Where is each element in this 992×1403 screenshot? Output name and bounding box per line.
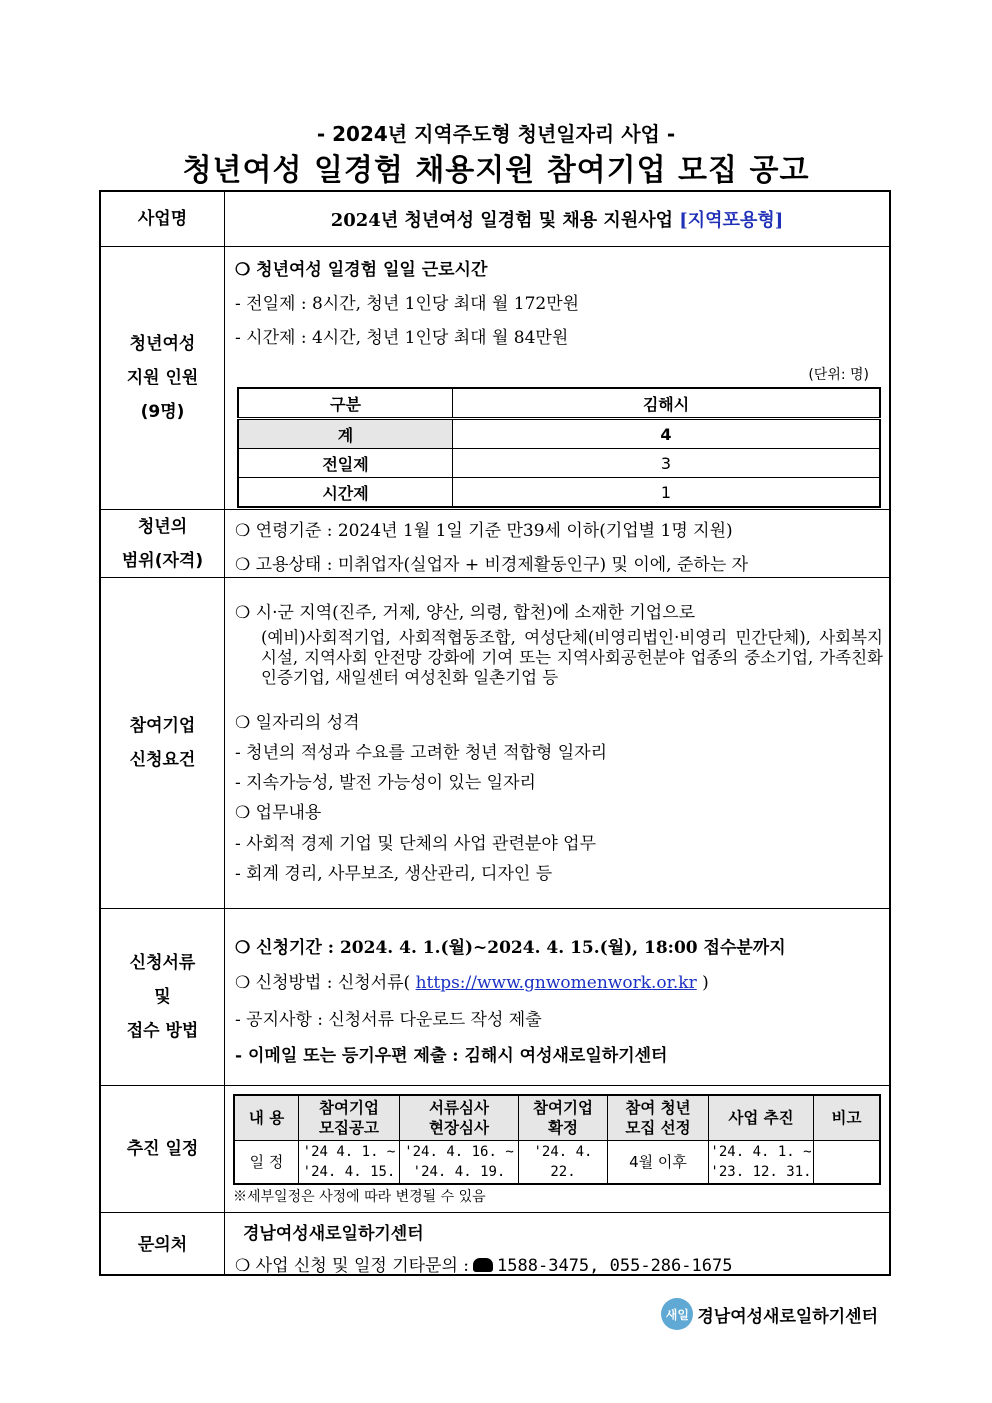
- application-notice: - 공지사항 : 신청서류 다운로드 작성 제출: [235, 1010, 542, 1030]
- contact-phones: 1588-3475, 055-286-1675: [497, 1256, 733, 1276]
- schedule-value: '24. 4. 22.: [519, 1141, 608, 1185]
- application-url-link[interactable]: https://www.gnwomenwork.or.kr: [415, 973, 697, 993]
- schedule-header: 내 용: [234, 1095, 299, 1141]
- schedule-header: 서류심사 현장심사: [400, 1095, 519, 1141]
- eligibility-age: ❍ 연령기준 : 2024년 1월 1일 기준 만39세 이하(기업별 1명 지원): [235, 521, 733, 541]
- notice-table: [99, 190, 891, 1276]
- project-name: 2024년 청년여성 일경험 및 채용 지원사업: [330, 210, 673, 231]
- contact-inquiry: [235, 1251, 732, 1276]
- schedule-row-label: 일 정: [234, 1141, 299, 1185]
- allocation-row-label: 전일제: [238, 449, 453, 478]
- contact-row: [101, 1213, 889, 1276]
- allocation-row-label: 시간제: [238, 478, 453, 508]
- allocation-row-value: 3: [453, 449, 881, 478]
- eligibility-label: [101, 510, 225, 577]
- eligibility-label-line2: 범위(자격): [121, 550, 204, 571]
- requirements-label: [101, 578, 225, 908]
- schedule-header: 사업 추진: [709, 1095, 814, 1141]
- application-method-suffix: ): [702, 973, 709, 993]
- support-parttime: - 시간제 : 4시간, 청년 1인당 최대 월 84만원: [235, 328, 569, 348]
- schedule-row: [101, 1086, 889, 1213]
- application-method-prefix: ❍ 신청방법 : 신청서류(: [235, 973, 411, 993]
- eligibility-row: [101, 510, 889, 578]
- schedule-header: 참여기업 모집공고: [299, 1095, 400, 1141]
- application-label-line3: 접수 방법: [126, 1021, 199, 1041]
- contact-inquiry-label: ❍ 사업 신청 및 일정 기타문의 :: [235, 1256, 470, 1276]
- requirements-region-detail: (예비)사회적기업, 사회적협동조합, 여성단체(비영리법인·비영리 민간단체), 사회복지시설, 지역사회 안전망 강화에 기여 또는 지역사회공헌분야 업종의 중소기업, 가족친화 인증기업, 새일센터 여성친화 일촌기업 등: [261, 628, 883, 687]
- allocation-table: [237, 387, 881, 508]
- document-title: 청년여성 일경험 채용지원 참여기업 모집 공고: [182, 153, 810, 188]
- eligibility-label-line1: 청년의: [137, 516, 188, 537]
- allocation-header-category: 구분: [238, 388, 453, 419]
- schedule-value: 4월 이후: [608, 1141, 709, 1185]
- document-subtitle: - 2024년 지역주도형 청년일자리 사업 -: [316, 122, 676, 146]
- contact-center: 경남여성새로일하기센터: [243, 1224, 424, 1244]
- requirements-nature-2: - 지속가능성, 발전 가능성이 있는 일자리: [235, 773, 536, 793]
- application-label: [101, 909, 225, 1085]
- allocation-header-region: 김해시: [453, 388, 881, 419]
- requirements-label-line1: 참여기업: [129, 716, 196, 736]
- project-tag: [지역포용형]: [679, 210, 784, 231]
- requirements-nature-1: - 청년의 적성과 수요를 고려한 청년 적합형 일자리: [235, 743, 608, 763]
- support-label-line1: 청년여성: [129, 334, 196, 354]
- schedule-value: '24. 4. 16. ~ '24. 4. 19.: [400, 1141, 519, 1185]
- schedule-header: 참여기업 확정: [519, 1095, 608, 1141]
- schedule-value: '24 4. 1. ~ '24. 4. 15.: [299, 1141, 400, 1185]
- support-heading: ❍ 청년여성 일경험 일일 근로시간: [235, 260, 488, 280]
- schedule-value: [814, 1141, 881, 1185]
- support-row: [101, 247, 889, 510]
- eligibility-employment: ❍ 고용상태 : 미취업자(실업자 + 비경제활동인구) 및 이에, 준하는 자: [235, 555, 749, 575]
- application-submit: - 이메일 또는 등기우편 제출 : 김해시 여성새로일하기센터: [235, 1046, 668, 1066]
- requirements-nature: ❍ 일자리의 성격: [235, 713, 360, 733]
- application-period: ❍ 신청기간 : 2024. 4. 1.(월)~2024. 4. 15.(월), 18:00 접수분까지: [235, 938, 786, 958]
- schedule-header: 비고: [814, 1095, 881, 1141]
- schedule-header: 참여 청년 모집 선정: [608, 1095, 709, 1141]
- support-label-line2: 지원 인원: [126, 368, 199, 388]
- requirements-duties-1: - 사회적 경제 기업 및 단체의 사업 관련분야 업무: [235, 834, 596, 854]
- allocation-row-value: 4: [453, 419, 881, 449]
- requirements-duties-2: - 회계 경리, 사무보조, 생산관리, 디자인 등: [235, 864, 553, 884]
- requirements-duties: ❍ 업무내용: [235, 803, 322, 823]
- schedule-table: [233, 1094, 881, 1185]
- project-label: 사업명: [101, 192, 225, 246]
- application-method: [235, 968, 709, 993]
- requirements-region: ❍ 시·군 지역(진주, 거제, 양산, 의령, 합천)에 소재한 기업으로: [235, 603, 696, 623]
- footer-logo: [661, 1298, 878, 1330]
- schedule-note: ※세부일정은 사정에 따라 변경될 수 있음: [233, 1189, 486, 1205]
- support-label-line3: (9명): [140, 402, 185, 422]
- application-label-line2: 및: [154, 987, 171, 1007]
- schedule-value: '24. 4. 1. ~ '23. 12. 31.: [709, 1141, 814, 1185]
- schedule-label: 추진 일정: [101, 1086, 225, 1212]
- application-label-line1: 신청서류: [129, 953, 196, 973]
- saeil-logo-icon: 새일: [661, 1298, 693, 1330]
- support-label: [101, 247, 225, 509]
- project-row: [101, 192, 889, 247]
- footer-org-name: 경남여성새로일하기센터: [697, 1306, 878, 1327]
- unit-label: (단위: 명): [808, 367, 869, 383]
- allocation-row-value: 1: [453, 478, 881, 508]
- requirements-row: [101, 578, 889, 909]
- phone-icon: [473, 1258, 493, 1272]
- requirements-label-line2: 신청요건: [129, 750, 196, 770]
- application-row: [101, 909, 889, 1086]
- contact-label: 문의처: [101, 1213, 225, 1276]
- allocation-row-label: 계: [238, 419, 453, 449]
- support-fulltime: - 전일제 : 8시간, 청년 1인당 최대 월 172만원: [235, 294, 580, 314]
